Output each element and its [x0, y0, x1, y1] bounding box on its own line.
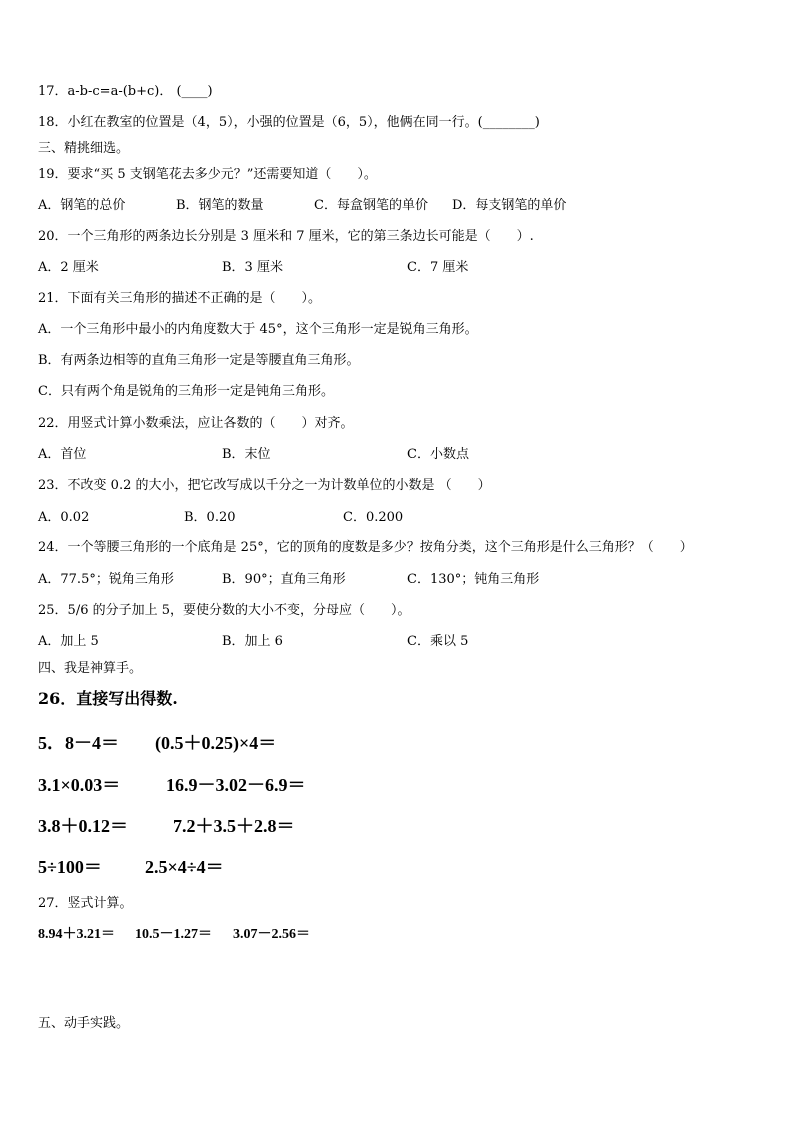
q25-option-a: A．加上 5 — [38, 634, 99, 649]
q26-expr-1b: (0.5＋0.25)×4＝ — [155, 733, 277, 753]
q24-option-a: A．77.5°；锐角三角形 — [38, 572, 174, 587]
question-22-stem: 22．用竖式计算小数乘法，应让各数的（ ）对齐。 — [38, 416, 354, 431]
question-21-stem: 21．下面有关三角形的描述不正确的是（ ）。 — [38, 291, 322, 306]
q21-option-a: A．一个三角形中最小的内角度数大于 45°，这个三角形一定是锐角三角形。 — [38, 322, 478, 337]
q20-option-a: A．2 厘米 — [38, 260, 99, 275]
q19-option-a: A．钢笔的总价 — [38, 198, 126, 213]
q25-option-b: B．加上 6 — [222, 634, 283, 649]
question-25-stem: 25．5/6 的分子加上 5，要使分数的大小不变，分母应（ ）。 — [38, 603, 411, 618]
section-heading-5: 五、动手实践。 — [38, 1016, 130, 1031]
question-24-stem: 24．一个等腰三角形的一个底角是 25°，它的顶角的度数是多少？按角分类，这个三角形是什么三角形？（ ） — [38, 540, 693, 555]
q26-expr-1a: 5．8－4＝ — [38, 733, 119, 753]
q24-option-b: B．90°；直角三角形 — [222, 572, 346, 587]
q22-option-c: C．小数点 — [407, 447, 469, 462]
q25-option-c: C．乘以 5 — [407, 634, 469, 649]
question-19-stem: 19．要求“买 5 支钢笔花去多少元？”还需要知道（ ）。 — [38, 167, 377, 182]
section-heading-4: 四、我是神算手。 — [38, 661, 143, 676]
q26-expr-3a: 3.8＋0.12＝ — [38, 816, 128, 836]
q21-option-c: C．只有两个角是锐角的三角形一定是钝角三角形。 — [38, 384, 334, 399]
q26-expr-3b: 7.2＋3.5＋2.8＝ — [173, 816, 295, 836]
q27-item-2: 10.5－1.27＝ — [135, 927, 212, 942]
q21-option-b: B．有两条边相等的直角三角形一定是等腰直角三角形。 — [38, 353, 360, 368]
q23-option-c: C．0.200 — [343, 510, 404, 525]
q20-option-c: C．7 厘米 — [407, 260, 469, 275]
q27-item-1: 8.94＋3.21＝ — [38, 927, 115, 942]
q22-option-b: B．末位 — [222, 447, 271, 462]
question-23-stem: 23．不改变 0.2 的大小，把它改写成以千分之一为计数单位的小数是 （ ） — [38, 478, 491, 493]
q19-option-d: D．每支钢笔的单价 — [452, 198, 567, 213]
question-20-stem: 20．一个三角形的两条边长分别是 3 厘米和 7 厘米，它的第三条边长可能是（ ）. — [38, 229, 534, 244]
q23-option-b: B．0.20 — [184, 510, 236, 525]
q19-option-c: C．每盒钢笔的单价 — [314, 198, 428, 213]
question-17: 17．a-b-c=a-(b+c)． (____) — [38, 84, 213, 99]
q19-option-b: B．钢笔的数量 — [176, 198, 264, 213]
q26-expr-4b: 2.5×4÷4＝ — [145, 857, 224, 877]
q27-item-3: 3.07－2.56＝ — [233, 927, 310, 942]
q22-option-a: A．首位 — [38, 447, 87, 462]
q26-expr-4a: 5÷100＝ — [38, 857, 102, 877]
question-26-title: 26．直接写出得数. — [38, 689, 178, 708]
q20-option-b: B．3 厘米 — [222, 260, 283, 275]
q23-option-a: A．0.02 — [38, 510, 90, 525]
question-27-title: 27．竖式计算。 — [38, 896, 133, 911]
q26-expr-2b: 16.9－3.02－6.9＝ — [166, 775, 306, 795]
section-heading-3: 三、精挑细选。 — [38, 141, 130, 156]
q26-expr-2a: 3.1×0.03＝ — [38, 775, 121, 795]
question-18: 18．小红在教室的位置是（4，5），小强的位置是（6，5），他俩在同一行。(________) — [38, 115, 540, 130]
q24-option-c: C．130°；钝角三角形 — [407, 572, 540, 587]
